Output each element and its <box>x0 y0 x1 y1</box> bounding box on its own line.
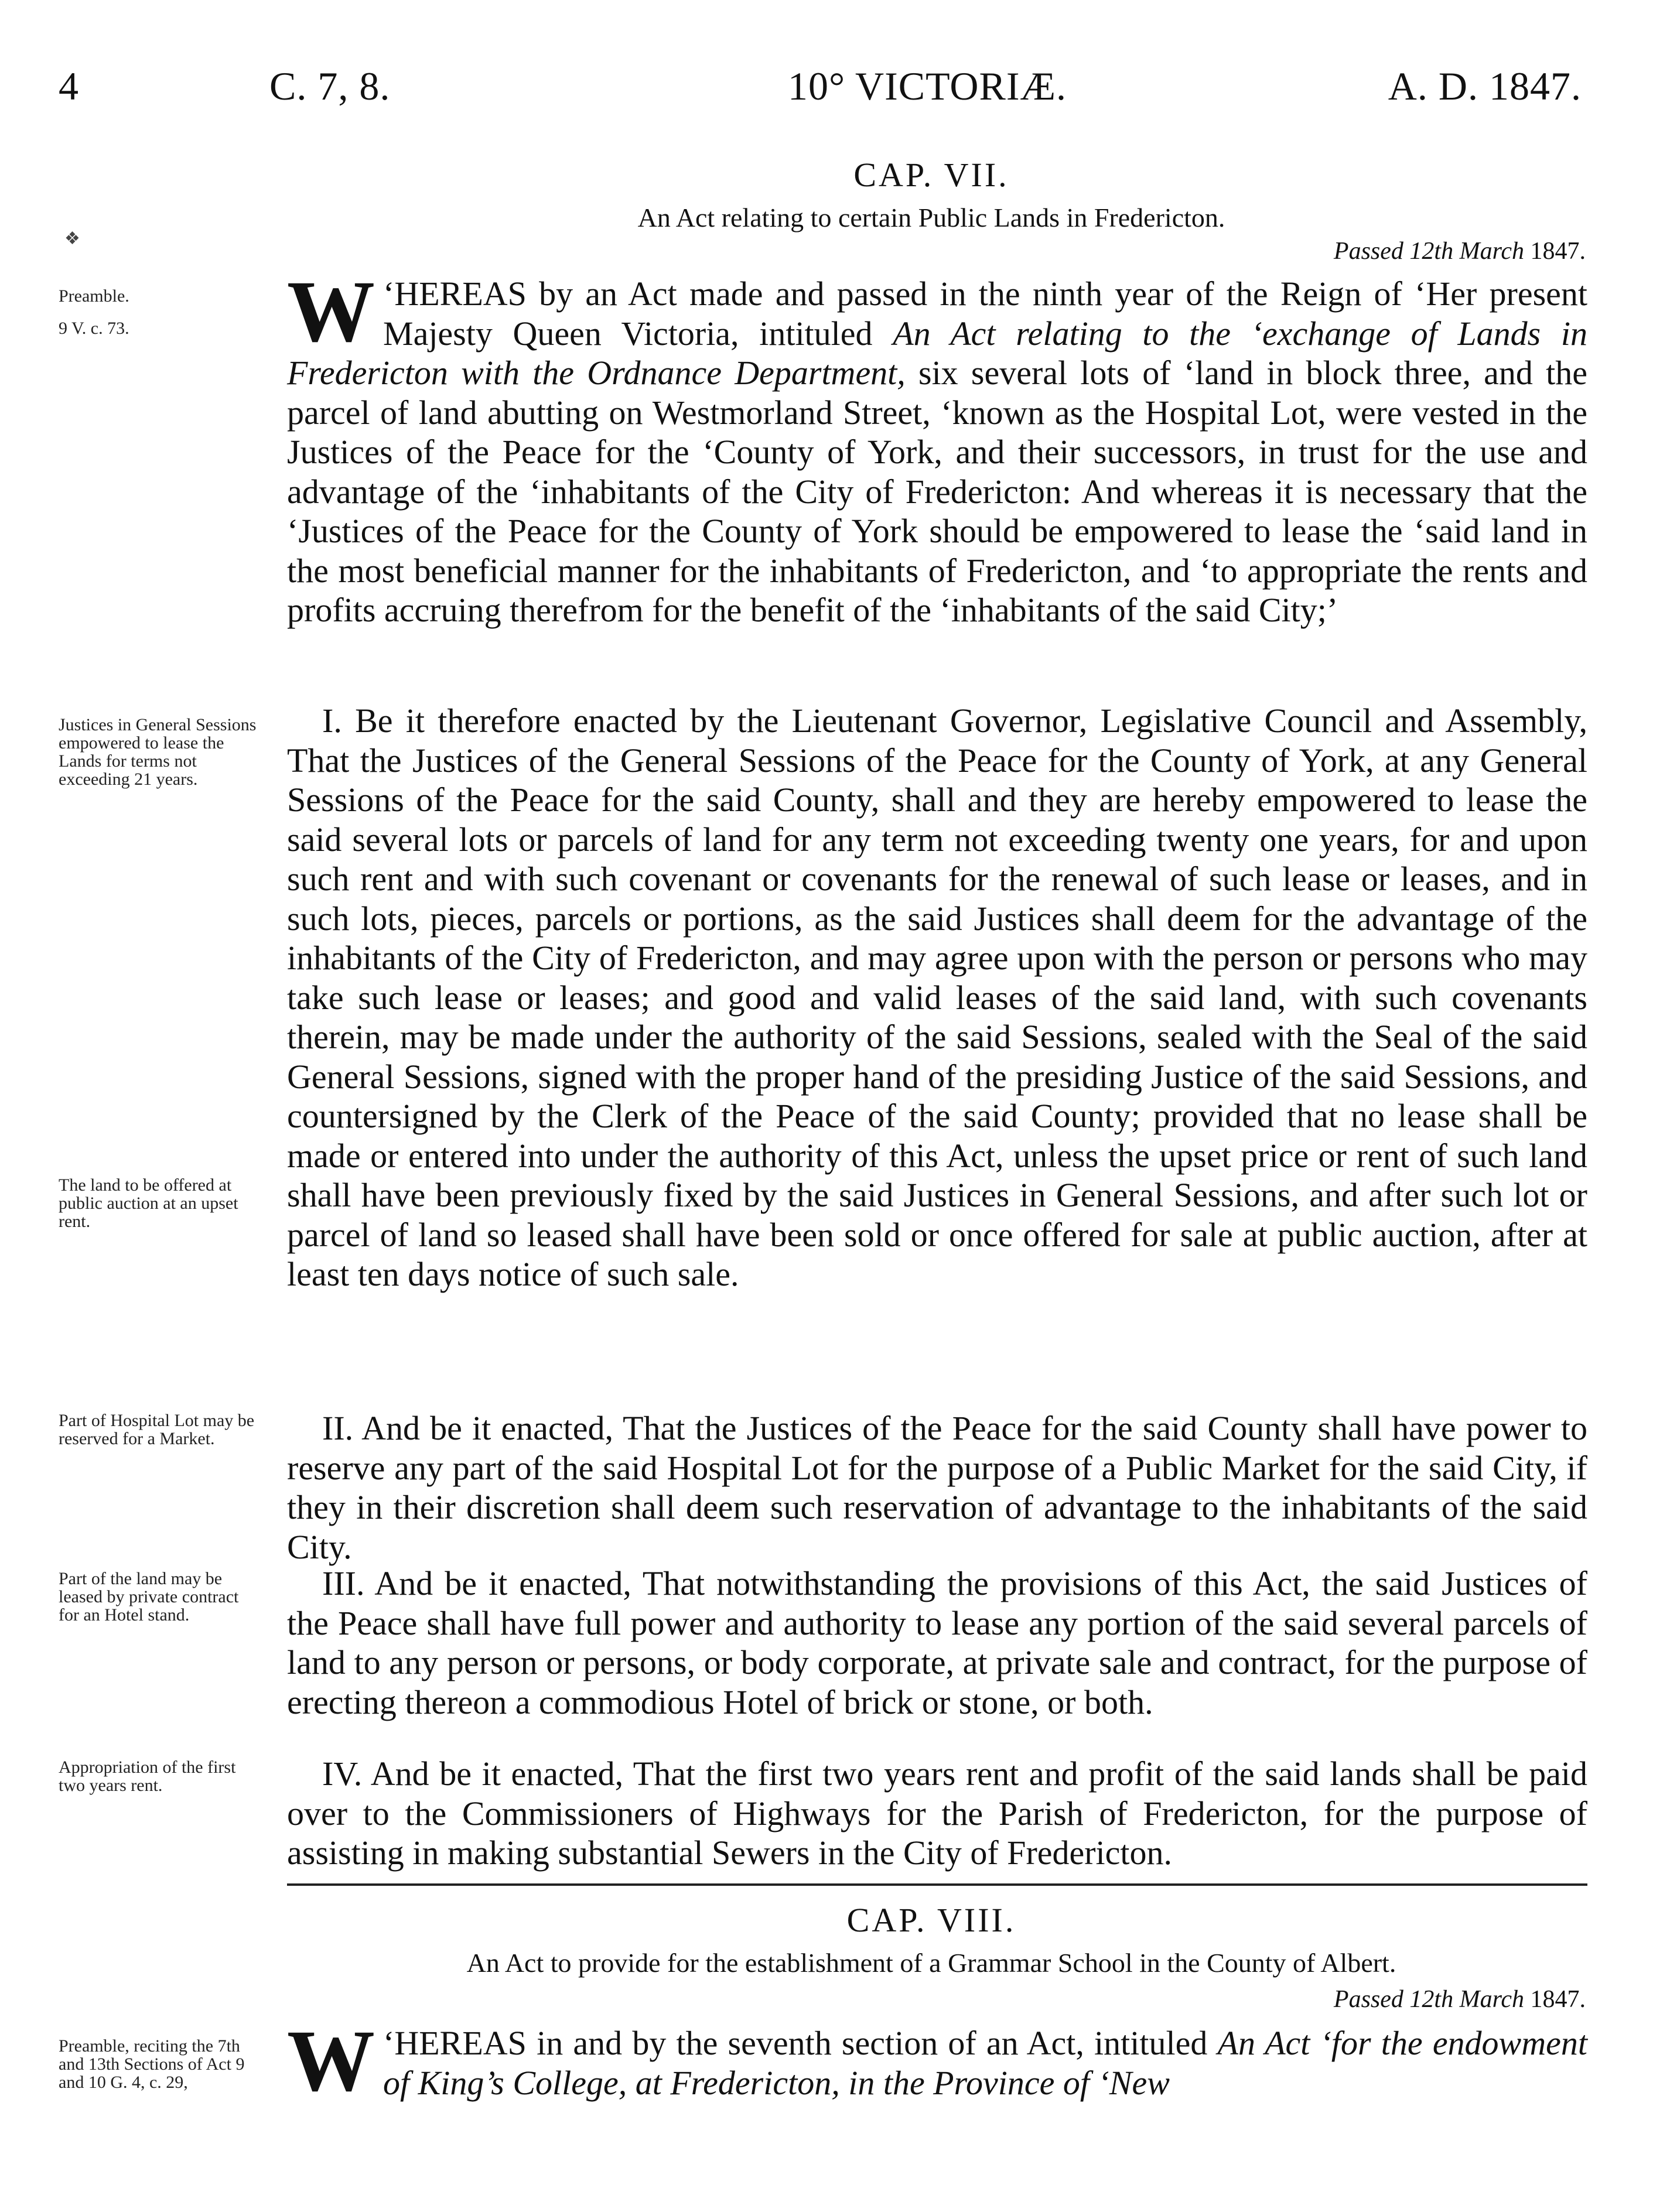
chapter-separator-rule <box>287 1883 1587 1886</box>
section-3-text: III. And be it enacted, That notwithstanding the provisions of this Act, the said Justices of the Peace shall have full power and authority to lease any portion of the said several parcels of land to any person or persons, or body corporate, at private sale and contract, for the purpose of erecting thereon a commodious Hotel of brick or stone, or both. <box>287 1564 1587 1721</box>
margin-note-preamble <box>59 287 281 337</box>
cap7-title: CAP. VII. <box>853 156 1009 194</box>
chapter-reference: C. 7, 8. <box>269 64 391 108</box>
section-4-text: IV. And be it enacted, That the first two years rent and profit of the said lands shall be paid over to the Commissioners of Highways for the Parish of Fredericton, for the purpose of assisting in making substantial Sewers in the City of Fredericton. <box>287 1755 1587 1872</box>
dropcap: W <box>287 263 375 360</box>
printer-mark-icon: ❖ <box>64 229 80 248</box>
cap7-preamble <box>287 263 1587 630</box>
cap8-opening-quote: ‘ <box>383 2024 395 2062</box>
cap8-preamble <box>287 2012 1587 2110</box>
margin-note-section-4: Appropriation of the first two years rent. <box>59 1758 236 1795</box>
cap7-subtitle: An Act relating to certain Public Lands in Fredericton. <box>637 203 1225 233</box>
margin-note-section-1: Justices in General Sessions empowered to lease the Lands for terms not exceeding 21 years. <box>59 715 257 789</box>
recited-act-title: An Act relating to the ‘exchange of Lands in Fredericton with the Ordnance Department, <box>287 314 1587 392</box>
cap8-title: CAP. VIII. <box>846 1901 1016 1939</box>
cap7-passed-label: Passed 12th March <box>1333 238 1524 265</box>
cap8-passed-year: 1847. <box>1530 1986 1586 2013</box>
cap7-passed-date <box>1334 237 1586 265</box>
cap8-passed-date <box>1334 1985 1586 2013</box>
margin-preamble-label: Preamble. <box>59 286 129 306</box>
section-1 <box>287 701 1587 1294</box>
section-1-text: I. Be it therefore enacted by the Lieutenant Governor, Legislative Council and Assembly, That the Justices of the General Sessions of the Peace for the County of York, at any General Sessions of the Peace for the said County, shall and they are hereby empowered to lease the said several lots or parcels of land for any term not exceeding twenty one years, for and upon such rent and with such covenant or covenants for the renewal of such lease or leases, and in such lots, pieces, parcels or portions, as the said Justices shall deem for the advantage of the inhabitants of the City of Fredericton, and may agree upon with the person or persons who may take such lease or leases; and good and valid leases of the said land, with such covenants therein, may be made under the authority of the said Sessions, sealed with the Seal of the said General Sessions, signed with the proper hand of the presiding Justice of the said Sessions, and countersigned by the Clerk of the Peace of the said County; provided that no lease shall be made or entered into under the authority of this Act, unless the upset price or rent of such land shall have been previously fixed by the said Justices in General Sessions, and after such lot or parcel of land so leased shall have been sold or once offered for sale at public auction, after at least ten days notice of such sale. <box>287 702 1587 1293</box>
section-2 <box>287 1408 1587 1567</box>
cap8-preamble-text: HEREAS in and by the seventh section of an Act, intituled <box>394 2024 1218 2062</box>
section-4 <box>287 1754 1587 1873</box>
section-2-text: II. And be it enacted, That the Justices of the Peace for the said County shall have power to reserve any part of the said Hospital Lot for the purpose of a Public Market for the said City, if they in their discretion shall deem such reservation of advantage to the inhabitants of the said City. <box>287 1409 1587 1566</box>
margin-note-cap8: Preamble, reciting the 7th and 13th Sections of Act 9 and 10 G. 4, c. 29, <box>59 2036 245 2092</box>
margin-note-section-2: Part of Hospital Lot may be reserved for a Market. <box>59 1411 255 1448</box>
cap8-recited-act-title: An Act ‘for the endowment of King’s College, at Fredericton, in the Province of ‘New <box>383 2024 1587 2102</box>
margin-note-section-3: Part of the land may be leased by private contract for an Hotel stand. <box>59 1569 239 1625</box>
regnal-year: 10° VICTORIÆ. <box>788 64 1067 108</box>
running-header <box>59 63 1582 122</box>
cap7-passed-year: 1847. <box>1530 238 1586 265</box>
page-number: 4 <box>59 64 79 108</box>
opening-quote: ‘ <box>383 275 395 313</box>
cap8-subtitle: An Act to provide for the establishment of a Grammar School in the County of Albert. <box>466 1948 1396 1978</box>
margin-citation: 9 V. c. 73. <box>59 319 129 338</box>
margin-note-proviso: The land to be offered at public auction at an upset rent. <box>59 1175 238 1231</box>
section-3 <box>287 1564 1587 1722</box>
cap8-dropcap: W <box>287 2012 375 2110</box>
cap8-passed-label: Passed 12th March <box>1333 1986 1524 2013</box>
calendar-year: A. D. 1847. <box>1388 64 1582 108</box>
preamble-text-continued: six several lots of ‘land in block three, and the parcel of land abutting on Westmorland Street, ‘known as the Hospital Lot, were vested in the Justices of the Peace for the ‘County of York, and their successors, in trust for the use and advantage of the ‘inhabitants of the City of Fredericton: And whereas it is necessary that the ‘Justices of the Peace for the County of York should be empowered to lease the ‘said land in the most beneficial manner for the inhabitants of Fredericton, and ‘to appropriate the rents and profits accruing therefrom for the benefit of the ‘inhabitants of the said City;’ <box>287 354 1587 629</box>
preamble-text: HEREAS by an Act made and passed in the ninth year of the Reign of ‘Her present Majesty Queen Victoria, intituled <box>383 275 1587 353</box>
